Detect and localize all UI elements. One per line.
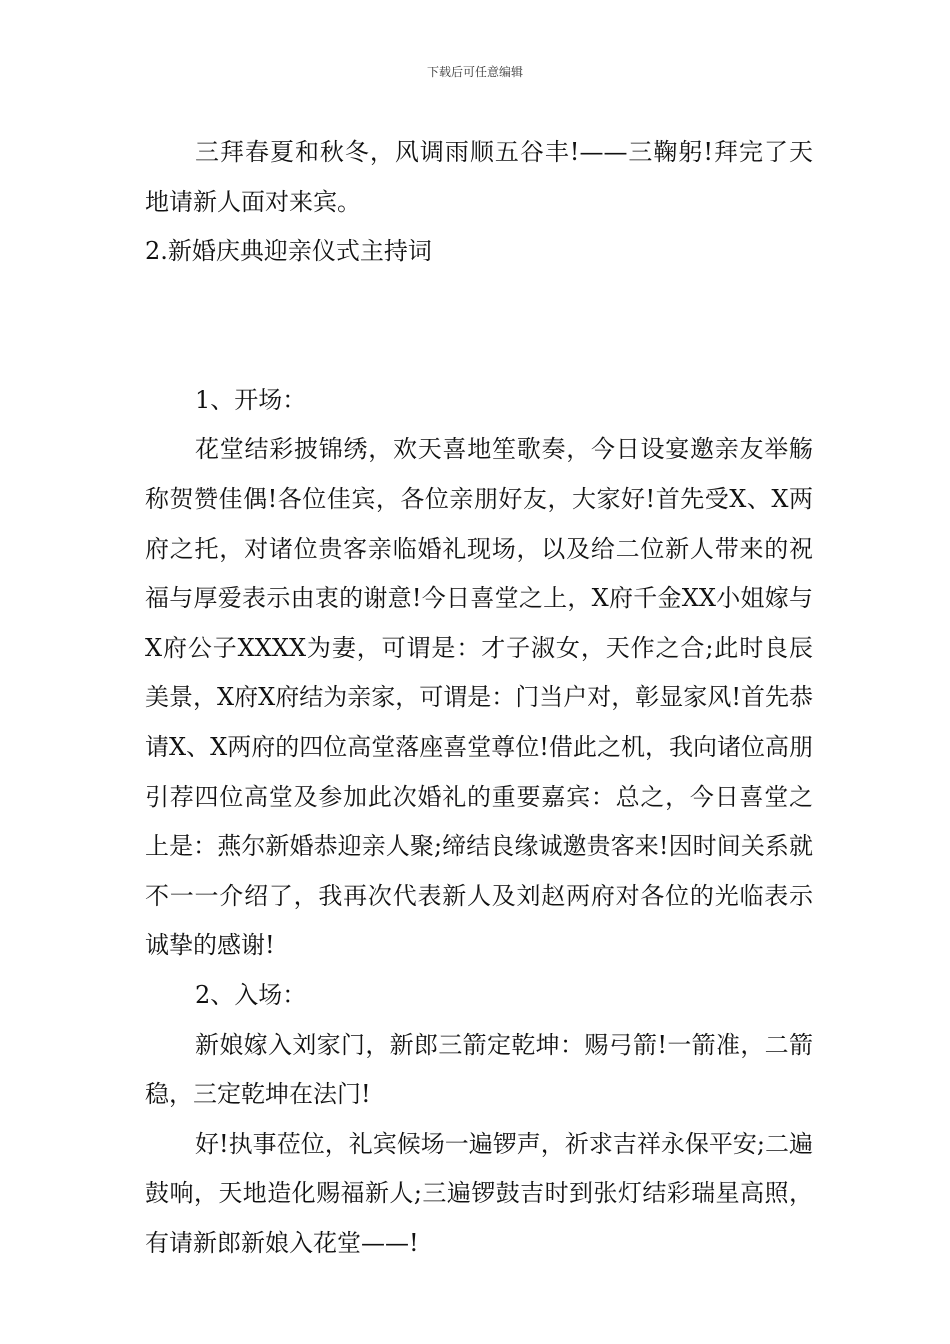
page-header: 下载后可任意编辑 [426, 65, 523, 79]
paragraph-entrance-ceremony: 好!执事莅位，礼宾候场一遍锣声，祈求吉祥永保平安;二遍鼓响，天地造化赐福新人;三遍锣鼓吉时到张灯结彩瑞星高照，有请新郎新娘入花堂——! [145, 1129, 813, 1257]
paragraph-entrance-arrows: 新娘嫁入刘家门，新郎三箭定乾坤：赐弓箭!一箭准，二箭稳，三定乾坤在法门! [145, 1030, 813, 1109]
subsection-title-entrance: 2、入场： [195, 980, 307, 1009]
paragraph-bows: 三拜春夏和秋冬，风调雨顺五谷丰!——三鞠躬!拜完了天地请新人面对来宾。 [145, 138, 813, 216]
section-heading: 2.新婚庆典迎亲仪式主持词 [145, 237, 432, 266]
subsection-title-opening: 1、开场： [195, 385, 307, 414]
blank-space [145, 277, 813, 376]
paragraph-opening: 花堂结彩披锦绣，欢天喜地笙歌奏，今日设宴邀亲友举觞称贺赞佳偶!各位佳宾，各位亲朋好友，大家好!首先受X、X两府之托，对诸位贵客亲临婚礼现场，以及给二位新人带来的祝福与厚爱表示由衷的谢意!今日喜堂之上，X府千金XX小姐嫁与X府公子XXXX为妻，可谓是：才子淑女，天作之合;此时良辰美景，X府X府结为亲家，可谓是：门当户对，彰显家风!首先恭请X、X两府的四位高堂落座喜堂尊位!借此之机，我向诸位高朋引荐四位高堂及参加此次婚礼的重要嘉宾：总之，今日喜堂之上是：燕尔新婚恭迎亲人聚;缔结良缘诚邀贵客来!因时间关系就不一一介绍了，我再次代表新人及刘赵两府对各位的光临表示诚挚的感谢! [145, 435, 813, 960]
document-body [145, 128, 813, 1268]
